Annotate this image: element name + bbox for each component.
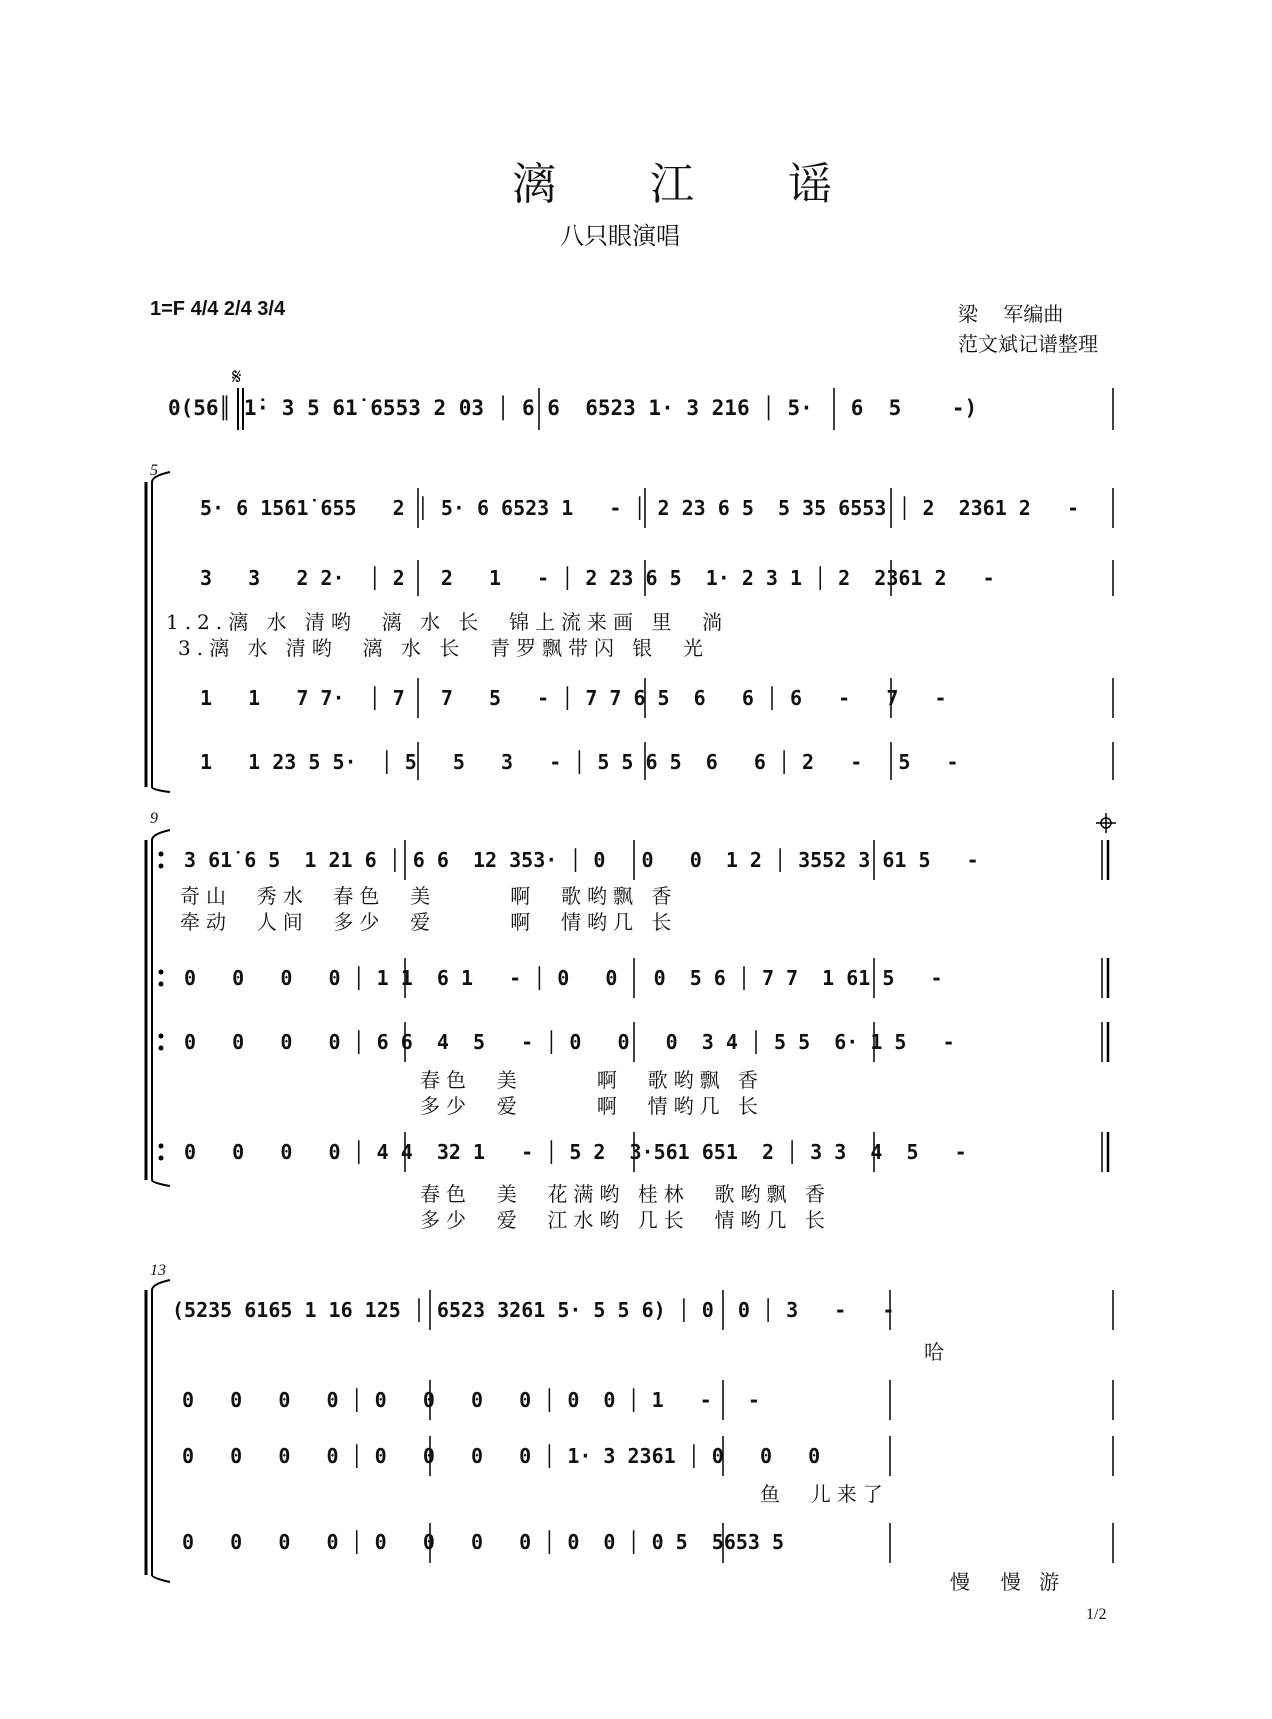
lyric-verse-1: 奇山 秀水 春色 美 啊 歌哟飘 香 [180, 884, 678, 908]
system-bracket [152, 830, 170, 1186]
lyric-line: 鱼 儿来了 [760, 1482, 889, 1506]
segno-sign: 𝄋 [232, 365, 242, 390]
page-number: 1/2 [1086, 1606, 1107, 1623]
staff-alto: 3 3 2 2· │ 2 2 1 - │ 2 23 6 5 1· 2 3 1 │ 2 2361 2 - [200, 566, 995, 590]
measure-number: 13 [150, 1262, 166, 1279]
lyric-verse-2: 多少 爱 啊 情哟几 长 [420, 1094, 764, 1118]
coda-sign [1096, 813, 1116, 833]
system-bracket [152, 1280, 170, 1582]
lyric-verse-1: 春色 美 花满哟 桂林 歌哟飘 香 [420, 1182, 831, 1206]
performer-subtitle: 八只眼演唱 [560, 222, 680, 250]
lyric-line: 慢 慢 游 [950, 1570, 1066, 1594]
staff-alto: 0 0 0 0 │ 1 1 6 1 - │ 0 0 0 5 6 │ 7 7 1 61 5 - [184, 966, 943, 990]
staff-soprano: 3 61̇ 6 5 1 21 6 │ 6 6 12 353· │ 0 0 0 1 2 │ 3552 3 61 5 - [184, 848, 979, 872]
staff-tenor: 0 0 0 0 │ 6 6 4 5 - │ 0 0 0 3 4 │ 5 5 6· 1 5 - [184, 1030, 955, 1054]
measure-number: 5 [150, 462, 158, 479]
staff-soprano: (5235 6165 1 16 125 │ 6523 3261 5· 5 5 6) │ 0 0 │ 3 - - [172, 1298, 895, 1322]
composer-credit: 梁 军编曲 [958, 302, 1064, 326]
key-signature: 1=F 4/4 2/4 3/4 [150, 298, 286, 320]
lyric-line: 哈 [924, 1340, 950, 1364]
staff-alto: 0 0 0 0 │ 0 0 0 0 │ 0 0 │ 1 - - [182, 1388, 760, 1412]
lyric-verse-1: 春色 美 啊 歌哟飘 香 [420, 1068, 764, 1092]
lyric-verse-2: 牵动 人间 多少 爱 啊 情哟几 长 [180, 910, 678, 934]
arranger-credit: 范文斌记谱整理 [958, 332, 1098, 356]
staff-tenor: 1 1 7 7· │ 7 7 5 - │ 7 7 6 5 6 6 │ 6 - 7 - [200, 686, 947, 710]
staff-soprano: 5· 6 1561̇ 655 2 │ 5· 6 6523 1 - │ 2 23 6 5 5 35 6553 │ 2 2361 2 - [200, 496, 1079, 520]
staff-bass: 0 0 0 0 │ 0 0 0 0 │ 0 0 │ 0 5 5653 5 [182, 1530, 785, 1554]
song-title: 漓 江 谣 [512, 159, 872, 210]
staff-intro: 0(56║ 1̇· 3 5 61̇ 6553 2 03 │ 6 6 6523 1· 3 216 │ 5· 6 5 -) [168, 396, 978, 420]
staff-bass: 0 0 0 0 │ 4 4 32 1 - │ 5 2 3·561 651 2 │ 3 3 4 5 - [184, 1140, 967, 1164]
lyric-verse-1: 1.2.漓 水 清哟 漓 水 长 锦上流来画 里 淌 [166, 610, 729, 634]
lyric-verse-2: 多少 爱 江水哟 几长 情哟几 长 [420, 1208, 831, 1232]
staff-bass: 1 1 23 5 5· │ 5 5 3 - │ 5 5 6 5 6 6 │ 2 - 5 - [200, 750, 959, 774]
staff-tenor: 0 0 0 0 │ 0 0 0 0 │ 1· 3 2361 │ 0 0 0 [182, 1444, 821, 1468]
measure-number: 9 [150, 810, 158, 827]
lyric-verse-3: 3.漓 水 清哟 漓 水 长 青罗飘带闪 银 光 [178, 636, 710, 660]
